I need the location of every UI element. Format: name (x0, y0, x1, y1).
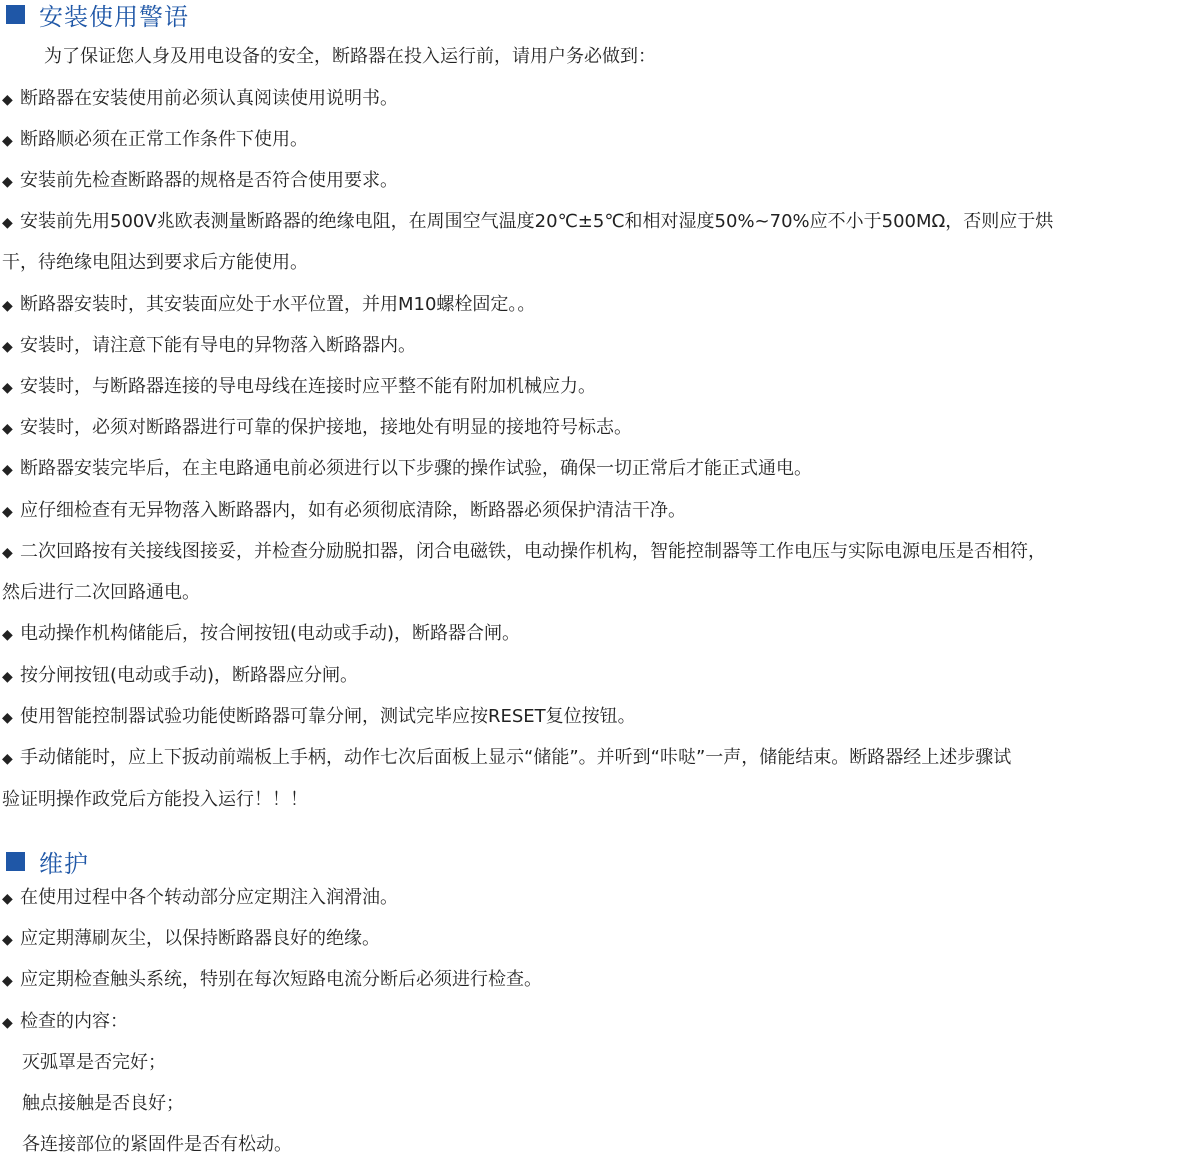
list-item (2, 407, 1200, 448)
sub-item: 各连接部位的紧固件是否有松动。 (22, 1134, 292, 1155)
list-item-continuation: 然后进行二次回路通电。 (2, 582, 200, 603)
section-header-warnings (0, 0, 189, 34)
list-item (2, 201, 1200, 242)
list-item (2, 877, 1200, 918)
list-item (2, 696, 1200, 737)
list-item-text: 断路顺必须在正常工作条件下使用。 (20, 129, 308, 150)
diamond-bullet-icon: ◆ (2, 545, 13, 561)
list-item (2, 119, 1200, 160)
list-item (2, 78, 1200, 119)
intro-text: 为了保证您人身及用电设备的安全，断路器在投入运行前，请用户务必做到： (44, 46, 656, 67)
diamond-bullet-icon: ◆ (2, 751, 13, 767)
list-item (2, 284, 1200, 325)
diamond-bullet-icon: ◆ (2, 339, 13, 355)
diamond-bullet-icon: ◆ (2, 380, 13, 396)
section-title: 维护 (39, 849, 89, 878)
list-item-text: 安装前先用500V兆欧表测量断路器的绝缘电阻，在周围空气温度20℃±5℃和相对湿度50%~70%应不小于500MΩ，否则应于烘 (20, 211, 1054, 232)
section-title: 安装使用警语 (39, 2, 189, 31)
list-item-text: 安装前先检查断路器的规格是否符合使用要求。 (20, 170, 398, 191)
list-item-text: 安装时，与断路器连接的导电母线在连接时应平整不能有附加机械应力。 (20, 376, 596, 397)
diamond-bullet-icon: ◆ (2, 174, 13, 190)
list-item-text: 在使用过程中各个转动部分应定期注入润滑油。 (20, 887, 398, 908)
diamond-bullet-icon: ◆ (2, 669, 13, 685)
list-item-text: 手动储能时，应上下扳动前端板上手柄，动作七次后面板上显示“储能”。并听到“咔哒”一声，储能结束。断路器经上述步骤试 (20, 747, 1012, 768)
sub-item: 灭弧罩是否完好； (22, 1052, 166, 1073)
diamond-bullet-icon: ◆ (2, 421, 13, 437)
diamond-bullet-icon: ◆ (2, 215, 13, 231)
section-header-maintenance (0, 841, 89, 881)
list-item (2, 737, 1200, 778)
list-item-text: 断路器在安装使用前必须认真阅读使用说明书。 (20, 88, 398, 109)
list-item-continuation: 干，待绝缘电阻达到要求后方能使用。 (2, 252, 308, 273)
list-item (2, 160, 1200, 201)
square-bullet-icon (6, 852, 25, 871)
diamond-bullet-icon: ◆ (2, 891, 13, 907)
list-item (2, 325, 1200, 366)
list-item-text: 应定期薄刷灰尘，以保持断路器良好的绝缘。 (20, 928, 380, 949)
list-item (2, 655, 1200, 696)
diamond-bullet-icon: ◆ (2, 973, 13, 989)
diamond-bullet-icon: ◆ (2, 504, 13, 520)
diamond-bullet-icon: ◆ (2, 298, 13, 314)
list-item (2, 531, 1200, 572)
diamond-bullet-icon: ◆ (2, 710, 13, 726)
list-item-text: 检查的内容： (20, 1011, 128, 1032)
list-item-text: 断路器安装完毕后，在主电路通电前必须进行以下步骤的操作试验，确保一切正常后才能正式通电。 (20, 458, 812, 479)
list-item-text: 安装时，必须对断路器进行可靠的保护接地，接地处有明显的接地符号标志。 (20, 417, 632, 438)
list-item (2, 1001, 1200, 1042)
sub-item: 触点接触是否良好； (22, 1093, 184, 1114)
diamond-bullet-icon: ◆ (2, 627, 13, 643)
list-item-text: 应仔细检查有无异物落入断路器内，如有必须彻底清除，断路器必须保护清洁干净。 (20, 500, 686, 521)
square-bullet-icon (6, 5, 25, 24)
list-item-text: 二次回路按有关接线图接妥，并检查分励脱扣器，闭合电磁铁，电动操作机构，智能控制器等工作电压与实际电源电压是否相符， (20, 541, 1046, 562)
diamond-bullet-icon: ◆ (2, 932, 13, 948)
diamond-bullet-icon: ◆ (2, 133, 13, 149)
diamond-bullet-icon: ◆ (2, 92, 13, 108)
list-item-text: 应定期检查触头系统，特别在每次短路电流分断后必须进行检查。 (20, 969, 542, 990)
list-item (2, 613, 1200, 654)
list-item (2, 448, 1200, 489)
diamond-bullet-icon: ◆ (2, 462, 13, 478)
list-item (2, 490, 1200, 531)
diamond-bullet-icon: ◆ (2, 1015, 13, 1031)
list-item-continuation: 验证明操作政党后方能投入运行！！！ (2, 789, 308, 810)
list-item-text: 使用智能控制器试验功能使断路器可靠分闸，测试完毕应按RESET复位按钮。 (20, 706, 636, 727)
list-item-text: 断路器安装时，其安装面应处于水平位置，并用M10螺栓固定。。 (20, 294, 536, 315)
list-item (2, 918, 1200, 959)
list-item-text: 电动操作机构储能后，按合闸按钮(电动或手动)，断路器合闸。 (20, 623, 521, 644)
list-item (2, 366, 1200, 407)
list-item-text: 安装时，请注意下能有导电的异物落入断路器内。 (20, 335, 416, 356)
list-item (2, 959, 1200, 1000)
list-item-text: 按分闸按钮(电动或手动)，断路器应分闸。 (20, 665, 359, 686)
